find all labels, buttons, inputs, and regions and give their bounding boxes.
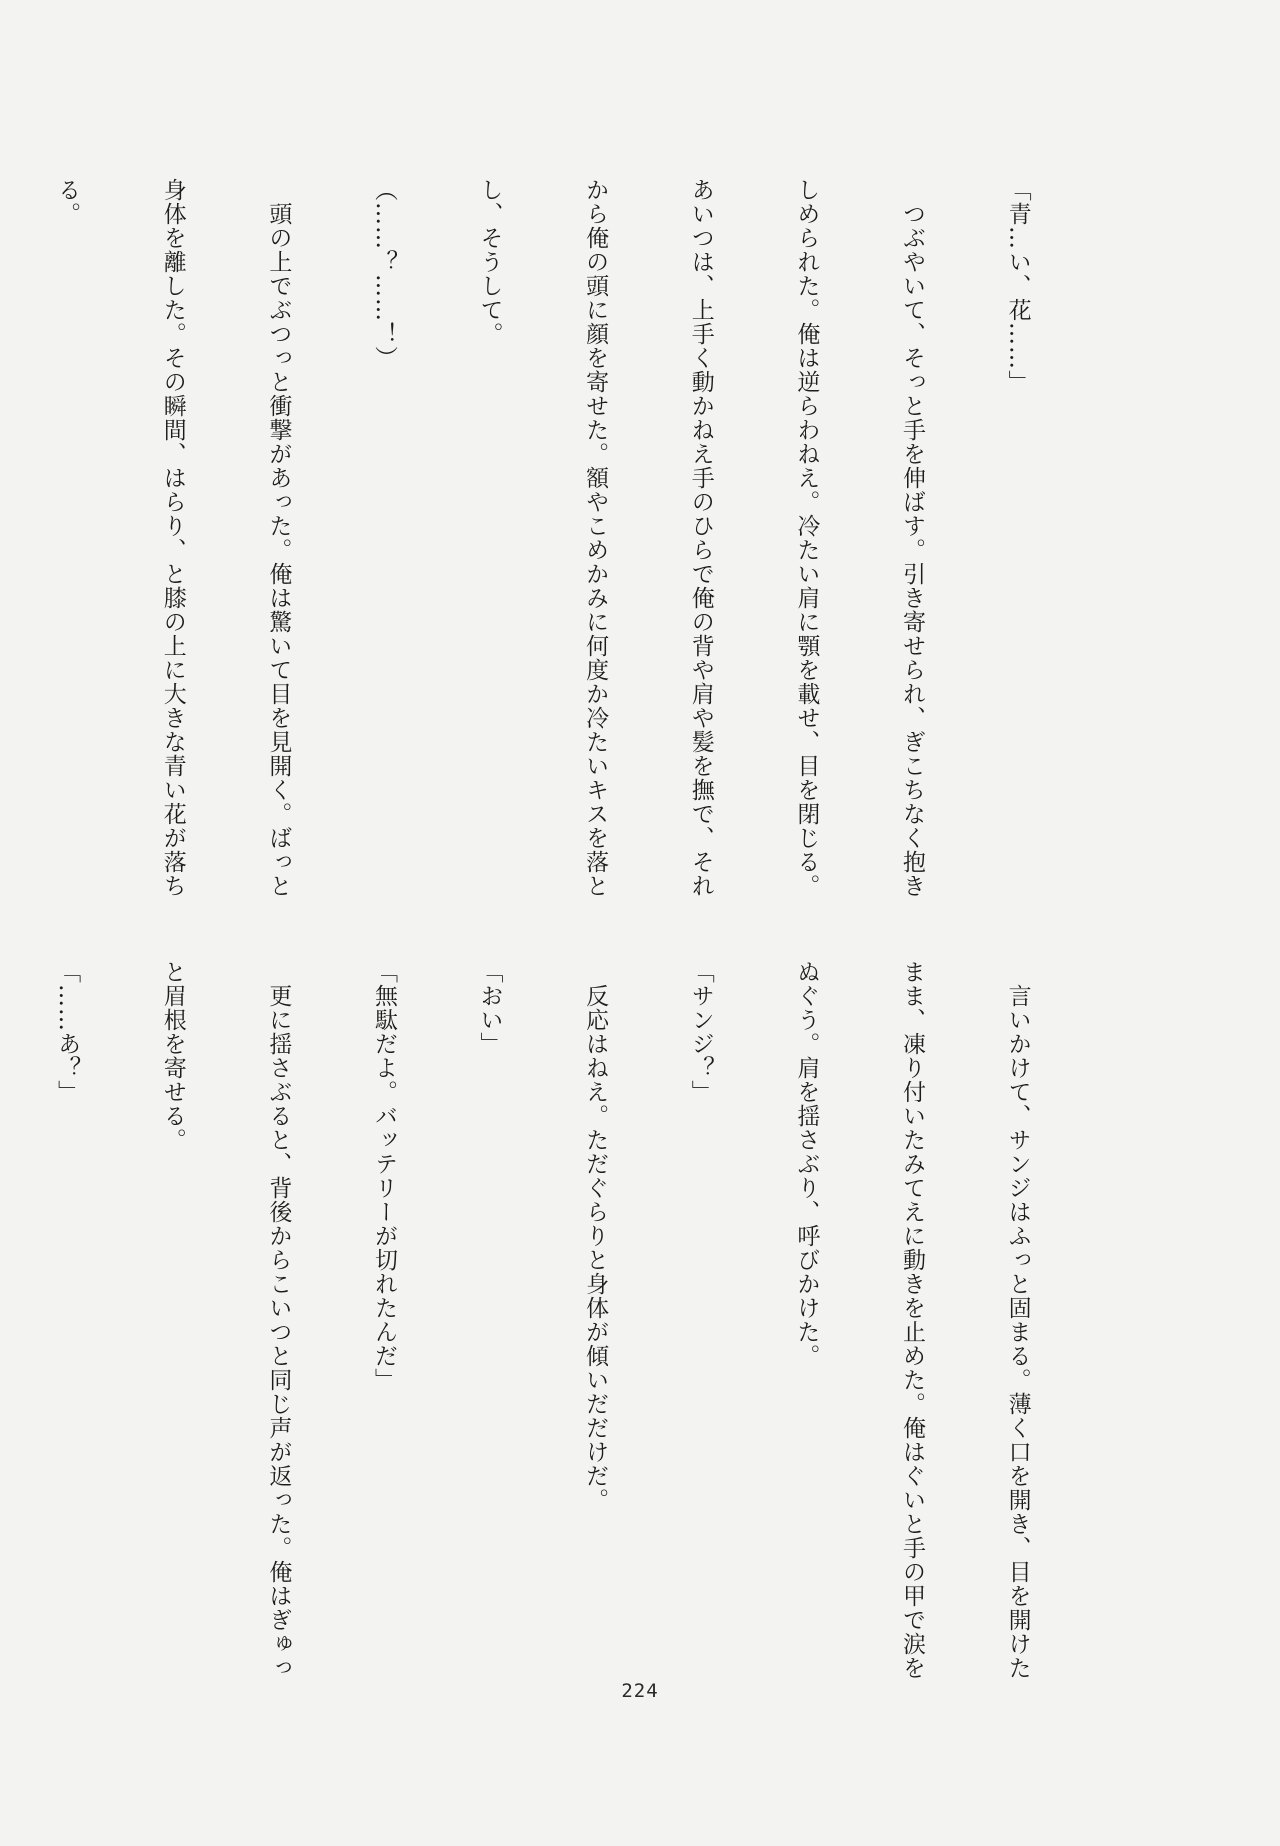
text-line: 「無駄だよ。バッテリーが切れたんだ」 [370, 960, 397, 1392]
text-line: 頭の上でぶつっと衝撃があった。俺は驚いて目を見開く。ばっと [265, 178, 292, 898]
text-line: ぬぐう。肩を揺さぶり、呼びかけた。 [793, 960, 820, 1368]
text-line: （……？……！） [370, 178, 397, 370]
text-line: 更に揺さぶると、背後からこいつと同じ声が返った。俺はぎゅっ [265, 960, 292, 1680]
text-line: し、そうして。 [476, 178, 503, 346]
text-line: 「サンジ？」 [687, 960, 714, 1104]
text-line: まま、凍り付いたみてえに動きを止めた。俺はぐいと手の甲で涙を [898, 960, 925, 1680]
text-line: あいつは、上手く動かねえ手のひらで俺の背や肩や髪を撫で、それ [687, 178, 714, 898]
text-line: しめられた。俺は逆らわねえ。冷たい肩に顎を載せ、目を閉じる。 [793, 178, 820, 898]
text-line: 「……あ？」 [54, 960, 81, 1104]
text-block-top [54, 178, 1105, 938]
text-line: から俺の頭に顔を寄せた。額やこめかみに何度か冷たいキスを落と [582, 178, 609, 898]
page-number: 224 [621, 1680, 659, 1702]
text-line: 「青…い、花……」 [1004, 178, 1031, 394]
text-line: 「おい」 [476, 960, 503, 1056]
text-line: 言いかけて、サンジはふっと固まる。薄く口を開き、目を開けた [1004, 960, 1031, 1680]
text-line: 身体を離した。その瞬間、はらり、と膝の上に大きな青い花が落ち [159, 178, 186, 898]
text-line: つぶやいて、そっと手を伸ばす。引き寄せられ、ぎこちなく抱き [898, 178, 925, 898]
text-line: る。 [54, 178, 81, 226]
text-line: と眉根を寄せる。 [159, 960, 186, 1152]
text-line: 反応はねえ。ただぐらりと身体が傾いだだけだ。 [582, 960, 609, 1512]
text-block-bottom [54, 960, 1105, 1680]
